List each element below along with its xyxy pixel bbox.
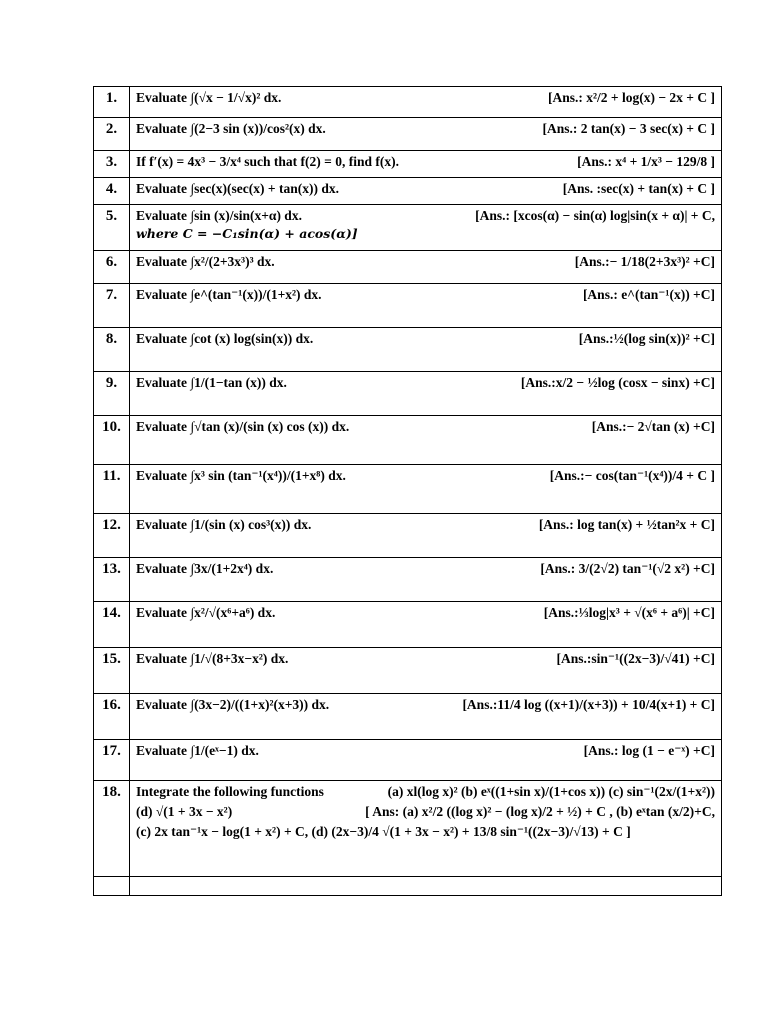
table-row	[94, 514, 722, 558]
question-number: 4.	[94, 178, 130, 205]
table-row	[94, 416, 722, 465]
table-row	[94, 118, 722, 151]
question-cell	[130, 372, 722, 416]
table-row	[94, 87, 722, 118]
question-cell	[130, 514, 722, 558]
question-number: 14.	[94, 602, 130, 648]
answer-text: [Ans.: x⁴ + 1/x³ − 129/8 ]	[577, 154, 715, 169]
answer-continuation: (c) 2x tan⁻¹x − log(1 + x²) + C, (d) (2x−3)/4 √(1 + 3x − x²) + 13/8 sin⁻¹((2x−3)/√13) + C ]	[136, 824, 631, 839]
question-text: Evaluate ∫3x/(1+2x⁴) dx.	[136, 561, 274, 576]
question-part-d: (d) √(1 + 3x − x²)	[136, 804, 233, 819]
question-cell	[130, 87, 722, 118]
table-row	[94, 740, 722, 781]
question-cell	[130, 465, 722, 514]
question-cell	[130, 328, 722, 372]
question-number: 16.	[94, 694, 130, 740]
answer-continuation: where C = −C₁sin(α) + acos(α)]	[136, 226, 358, 241]
question-text: Evaluate ∫√tan (x)/(sin (x) cos (x)) dx.	[136, 419, 350, 434]
answer-text: [Ans.: [xcos(α) − sin(α) log|sin(x + α)| + C,	[475, 208, 715, 223]
question-number: 5.	[94, 205, 130, 251]
question-cell	[130, 740, 722, 781]
table-row	[94, 602, 722, 648]
question-cell	[130, 205, 722, 251]
table-row	[94, 781, 722, 877]
question-number: 17.	[94, 740, 130, 781]
question-cell	[130, 648, 722, 694]
table-row	[94, 251, 722, 284]
question-cell	[130, 877, 722, 896]
answer-text: [Ans.:x/2 − ½log (cosx − sinx) +C]	[520, 375, 715, 390]
question-number: 13.	[94, 558, 130, 602]
question-cell	[130, 178, 722, 205]
answer-text-part: [ Ans: (a) x²/2 ((log x)² − (log x)/2 + ½) + C , (b) eˣtan (x/2)+C,	[365, 804, 715, 819]
answer-text: [Ans.: log (1 − e⁻ˣ) +C]	[583, 743, 715, 758]
question-cell	[130, 602, 722, 648]
answer-text: [Ans.:½(log sin(x))² +C]	[578, 331, 715, 346]
question-text: Evaluate ∫1/√(8+3x−x²) dx.	[136, 651, 289, 666]
answer-text: (a) xl(log x)² (b) eˣ((1+sin x)/(1+cos x)) (c) sin⁻¹(2x/(1+x²))	[387, 784, 715, 799]
question-number: 12.	[94, 514, 130, 558]
question-text: Evaluate ∫1/(sin (x) cos³(x)) dx.	[136, 517, 312, 532]
answer-text: [Ans.:sin⁻¹((2x−3)/√41) +C]	[556, 651, 715, 666]
question-number: 7.	[94, 284, 130, 328]
question-text: Evaluate ∫(3x−2)/((1+x)²(x+3)) dx.	[136, 697, 330, 712]
question-text: Evaluate ∫e^(tan⁻¹(x))/(1+x²) dx.	[136, 287, 322, 302]
question-cell	[130, 781, 722, 877]
question-text: Evaluate ∫x³ sin (tan⁻¹(x⁴))/(1+x⁸) dx.	[136, 468, 346, 483]
answer-text: [Ans.: 2 tan(x) − 3 sec(x) + C ]	[542, 121, 715, 136]
question-text: Integrate the following functions	[136, 784, 324, 799]
answer-text: [Ans. :sec(x) + tan(x) + C ]	[562, 181, 715, 196]
question-text: Evaluate ∫(√x − 1/√x)² dx.	[136, 90, 282, 105]
question-number: 3.	[94, 151, 130, 178]
table-row-empty	[94, 877, 722, 896]
answer-text: [Ans.: log tan(x) + ½tan²x + C]	[538, 517, 715, 532]
question-number: 18.	[94, 781, 130, 877]
question-text: If f′(x) = 4x³ − 3/x⁴ such that f(2) = 0, find f(x).	[136, 154, 399, 169]
table-row	[94, 151, 722, 178]
table-row	[94, 328, 722, 372]
answer-text: [Ans.:11/4 log ((x+1)/(x+3)) + 10/4(x+1) + C]	[462, 697, 715, 712]
question-text: Evaluate ∫cot (x) log(sin(x)) dx.	[136, 331, 314, 346]
table-row	[94, 372, 722, 416]
question-number: 8.	[94, 328, 130, 372]
question-number: 11.	[94, 465, 130, 514]
question-text: Evaluate ∫x²/(2+3x³)³ dx.	[136, 254, 275, 269]
question-number: 1.	[94, 87, 130, 118]
question-table	[93, 86, 722, 896]
question-cell	[130, 284, 722, 328]
question-text: Evaluate ∫(2−3 sin (x))/cos²(x) dx.	[136, 121, 326, 136]
answer-text: [Ans.:− 2√tan (x) +C]	[591, 419, 715, 434]
table-row	[94, 694, 722, 740]
question-number: 9.	[94, 372, 130, 416]
question-cell	[130, 694, 722, 740]
question-number: 2.	[94, 118, 130, 151]
table-row	[94, 205, 722, 251]
answer-text: [Ans.:− 1/18(2+3x³)² +C]	[574, 254, 715, 269]
question-cell	[130, 558, 722, 602]
answer-text: [Ans.:− cos(tan⁻¹(x⁴))/4 + C ]	[549, 468, 715, 483]
question-text: Evaluate ∫sin (x)/sin(x+α) dx.	[136, 208, 302, 223]
question-cell	[130, 251, 722, 284]
question-text: Evaluate ∫1/(eˣ−1) dx.	[136, 743, 259, 758]
question-cell	[130, 151, 722, 178]
question-text: Evaluate ∫sec(x)(sec(x) + tan(x)) dx.	[136, 181, 339, 196]
answer-text: [Ans.:⅓log|x³ + √(x⁶ + a⁶)| +C]	[543, 605, 715, 620]
table-row	[94, 178, 722, 205]
question-number: 15.	[94, 648, 130, 694]
question-number: 6.	[94, 251, 130, 284]
question-cell	[130, 416, 722, 465]
table-row	[94, 284, 722, 328]
question-text: Evaluate ∫x²/√(x⁶+a⁶) dx.	[136, 605, 276, 620]
question-number	[94, 877, 130, 896]
table-row	[94, 558, 722, 602]
answer-text: [Ans.: x²/2 + log(x) − 2x + C ]	[548, 90, 715, 105]
table-row	[94, 465, 722, 514]
answer-text: [Ans.: e^(tan⁻¹(x)) +C]	[582, 287, 715, 302]
question-number: 10.	[94, 416, 130, 465]
table-row	[94, 648, 722, 694]
question-cell	[130, 118, 722, 151]
answer-text: [Ans.: 3/(2√2) tan⁻¹(√2 x²) +C]	[540, 561, 715, 576]
question-text: Evaluate ∫1/(1−tan (x)) dx.	[136, 375, 287, 390]
